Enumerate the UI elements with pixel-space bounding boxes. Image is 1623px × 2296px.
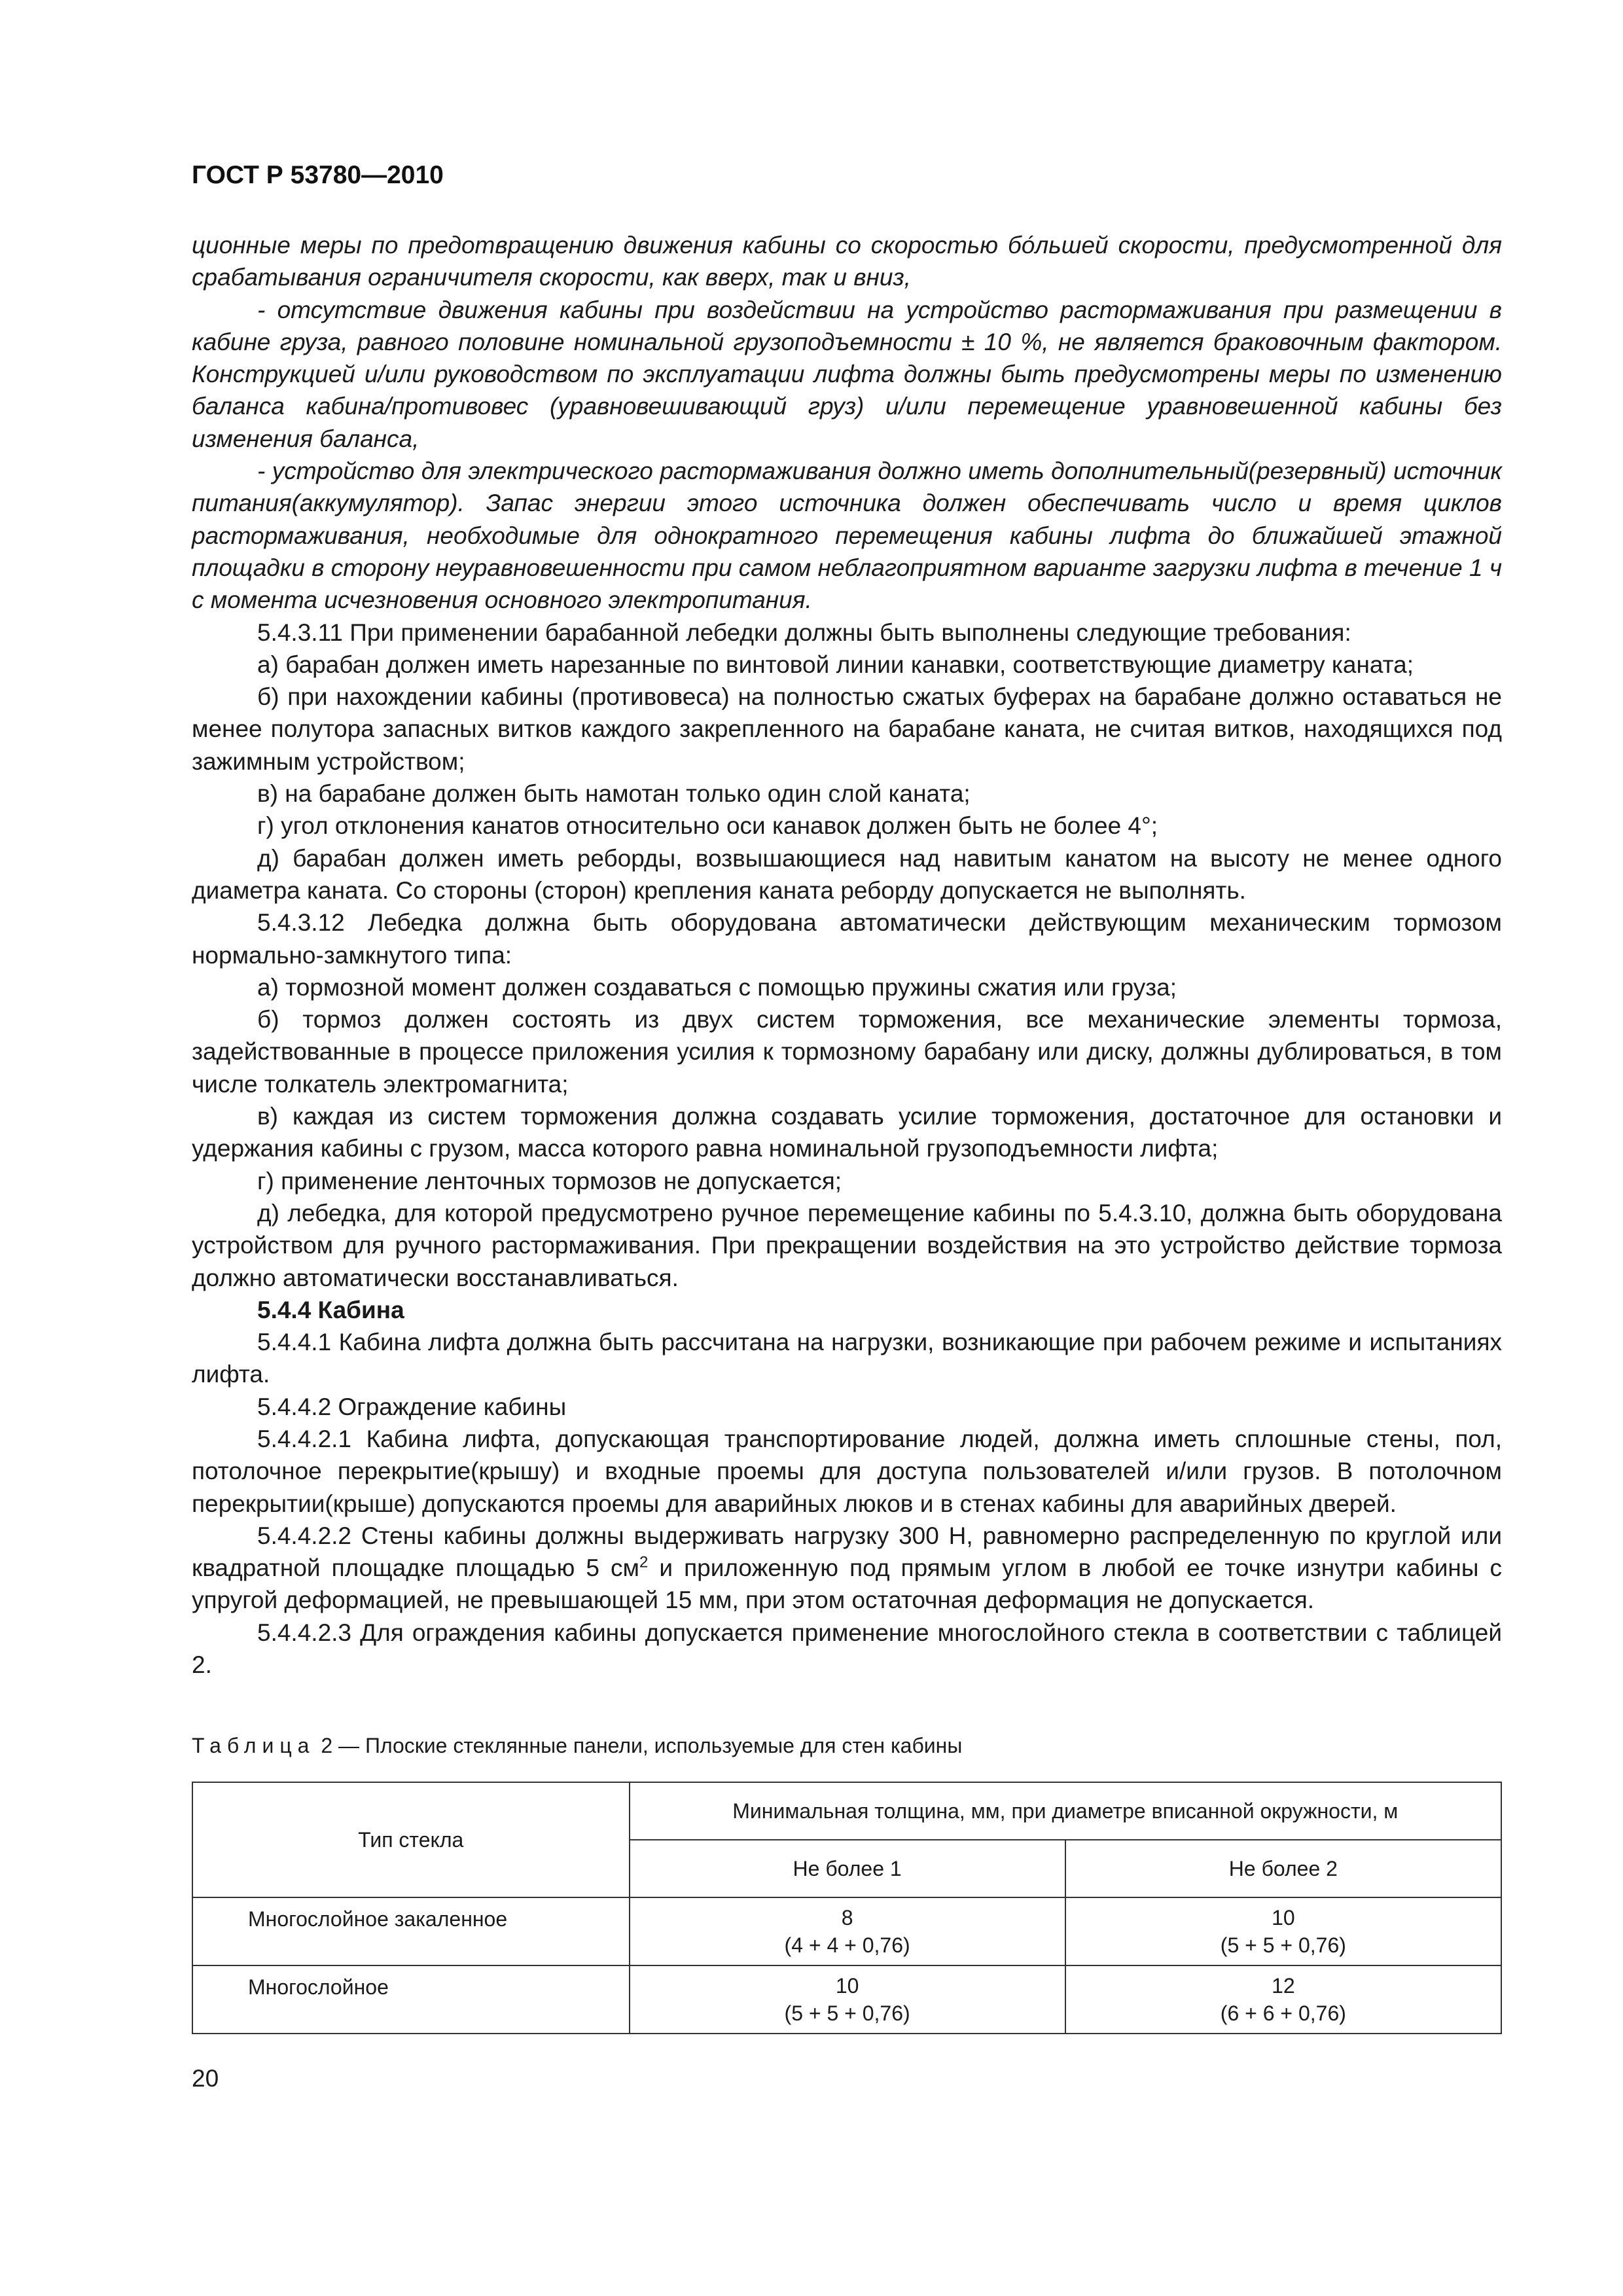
clause-5-4-3-11: 5.4.3.11 При применении барабанной лебедки должны быть выполнены следующие требования: xyxy=(257,619,1351,646)
clause-text: и приложенную под прямым углом в любой ее точке изнутри кабины с упругой деформацией, не превышающей 15 мм, при этом остаточная деформация не допускается. xyxy=(192,1554,1502,1614)
column-header-diameter-2: Не более 2 xyxy=(1065,1840,1501,1897)
list-item: а) тормозной момент должен создаваться с помощью пружины сжатия или груза; xyxy=(257,973,1177,1001)
clause-5-4-4-2: 5.4.4.2 Ограждение кабины xyxy=(257,1393,567,1420)
glass-type-cell: Многослойное закаленное xyxy=(192,1897,630,1965)
glass-type-cell: Многослойное xyxy=(192,1965,630,2034)
thickness-cell xyxy=(1065,1965,1501,2034)
thickness-value: 10 xyxy=(1272,1906,1295,1929)
clause-5-4-4-2-1: 5.4.4.2.1 Кабина лифта, допускающая транспортирование людей, должна иметь сплошные стены, пол, потолочное перекрытие(крышу) и входные проемы для доступа пользователей и/или грузов. В потолочном перекрытии(крыше) допускаются проемы для аварийных люков и в стенах кабины для аварийных дверей. xyxy=(192,1425,1502,1517)
caption-label: Таблица xyxy=(192,1734,315,1757)
list-item: б) при нахождении кабины (противовеса) на полностью сжатых буферах на барабане должно оставаться не менее полутора запасных витков каждого закрепленного на барабане каната, не считая витков, находящихся под зажимным устройством; xyxy=(192,683,1502,775)
list-item: г) угол отклонения канатов относительно оси канавок должен быть не более 4°; xyxy=(257,812,1158,840)
table-row xyxy=(192,1965,1501,2034)
caption-title: 2 — Плоские стеклянные панели, используемые для стен кабины xyxy=(315,1734,963,1757)
paragraph: - отсутствие движения кабины при воздействии на устройство растормаживания при размещении в кабине груза, равного половине номинальной грузоподъемности ± 10 %, не является браковочным фактором. Конструкцией и/или руководством по эксплуатации лифта должны быть предусмотрены меры по изменению баланса кабина/противовес (уравновешивающий груз) и/или перемещение уравновешенной кабины без изменения баланса, xyxy=(192,296,1502,452)
page-number: 20 xyxy=(192,2065,219,2092)
column-header-type: Тип стекла xyxy=(192,1782,630,1897)
list-item: в) на барабане должен быть намотан только один слой каната; xyxy=(257,780,971,808)
thickness-value: 10 xyxy=(835,1974,859,1998)
thickness-detail: (5 + 5 + 0,76) xyxy=(1220,1933,1346,1957)
list-item: б) тормоз должен состоять из двух систем торможения, все механические элементы тормоза, задействованные в процессе приложения усилия к тормозному барабану или диску, должны дублироваться, в том числе толкатель электромагнита; xyxy=(192,1006,1502,1098)
thickness-detail: (5 + 5 + 0,76) xyxy=(784,2001,910,2025)
list-item: а) барабан должен иметь нарезанные по винтовой линии канавки, соответствующие диаметру каната; xyxy=(257,651,1414,678)
standard-code-header: ГОСТ Р 53780—2010 xyxy=(192,161,444,189)
table-row xyxy=(192,1897,1501,1965)
list-item: в) каждая из систем торможения должна создавать усилие торможения, достаточное для остановки и удержания кабины с грузом, масса которого равна номинальной грузоподъемности лифта; xyxy=(192,1103,1502,1162)
column-header-group: Минимальная толщина, мм, при диаметре вписанной окружности, м xyxy=(630,1782,1502,1840)
clause-5-4-4-1: 5.4.4.1 Кабина лифта должна быть рассчитана на нагрузки, возникающие при рабочем режиме и испытаниях лифта. xyxy=(192,1329,1502,1388)
section-heading-cabin: 5.4.4 Кабина xyxy=(257,1296,404,1323)
thickness-value: 8 xyxy=(841,1906,853,1929)
table-caption xyxy=(192,1734,962,1758)
clause-5-4-3-12: 5.4.3.12 Лебедка должна быть оборудована автоматически действующим механическим тормозом нормально-замкнутого типа: xyxy=(192,909,1502,969)
thickness-cell xyxy=(630,1897,1065,1965)
paragraph: ционные меры по предотвращению движения кабины со скоростью бо́льшей скорости, предусмотренной для срабатывания ограничителя скорости, как вверх, так и вниз, xyxy=(192,232,1502,291)
list-item: д) барабан должен иметь реборды, возвышающиеся над навитым канатом на высоту не менее одного диаметра каната. Со стороны (сторон) крепления каната реборду допускается не выполнять. xyxy=(192,844,1502,904)
list-item: г) применение ленточных тормозов не допускается; xyxy=(257,1167,842,1194)
thickness-cell xyxy=(1065,1897,1501,1965)
clause-5-4-4-2-3: 5.4.4.2.3 Для ограждения кабины допускается применение многослойного стекла в соответствии с таблицей 2. xyxy=(192,1619,1502,1679)
clause-text: 5.4.4.2.2 Стены кабины должны выдерживать нагрузку 300 Н, равномерно распределенную по круглой или квадратной площадке площадью 5 см xyxy=(192,1522,1502,1582)
body-text xyxy=(192,229,1502,1681)
thickness-cell xyxy=(630,1965,1065,2034)
column-header-diameter-1: Не более 1 xyxy=(630,1840,1065,1897)
clause-5-4-4-2-2 xyxy=(192,1520,1502,1617)
glass-panels-table xyxy=(192,1782,1502,2034)
thickness-detail: (6 + 6 + 0,76) xyxy=(1220,2001,1346,2025)
thickness-detail: (4 + 4 + 0,76) xyxy=(784,1933,910,1957)
paragraph: - устройство для электрического растормаживания должно иметь дополнительный(резервный) источник питания(аккумулятор). Запас энергии этого источника должен обеспечивать число и время циклов растормаживания, необходимые для однократного перемещения кабины лифта до ближайшей этажной площадки в сторону неуравновешенности при самом неблагоприятном варианте загрузки лифта в течение 1 ч с момента исчезновения основного электропитания. xyxy=(192,457,1502,614)
thickness-value: 12 xyxy=(1272,1974,1295,1998)
list-item: д) лебедка, для которой предусмотрено ручное перемещение кабины по 5.4.3.10, должна быть оборудована устройством для ручного растормаживания. При прекращении воздействия на это устройство действие тормоза должно автоматически восстанавливаться. xyxy=(192,1199,1502,1291)
superscript: 2 xyxy=(639,1553,649,1571)
